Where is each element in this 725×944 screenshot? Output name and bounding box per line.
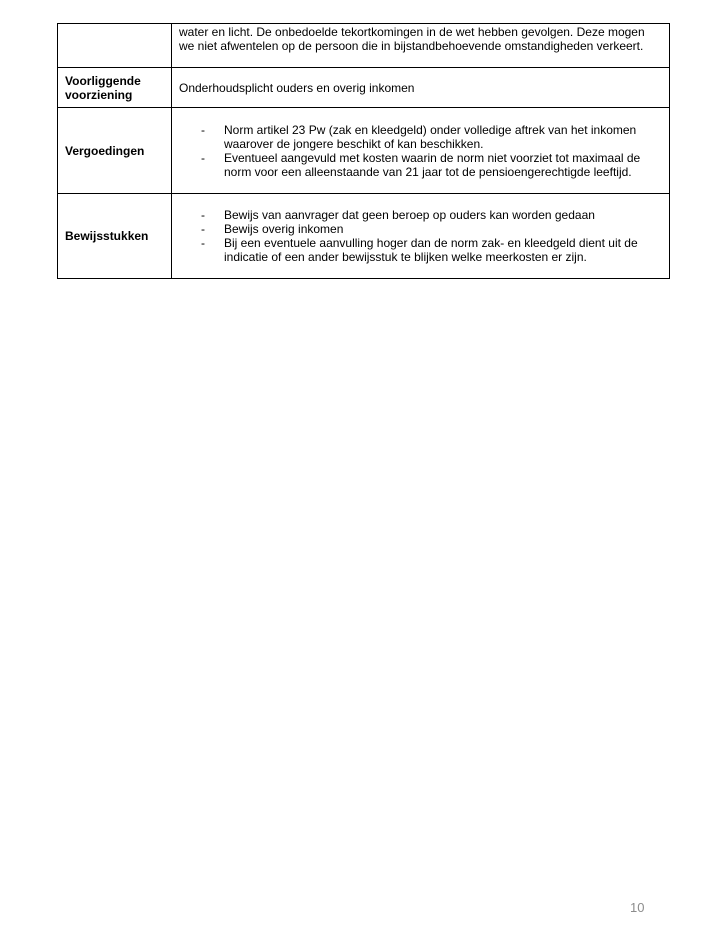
list-item-text: Bewijs van aanvrager dat geen beroep op ouders kan worden gedaan	[224, 208, 595, 222]
list-item-text: Eventueel aangevuld met kosten waarin de norm niet voorziet tot maximaal de norm voor een alleenstaande van 21 jaar tot de pensioengerechtigde leeftijd.	[224, 150, 641, 179]
dash-bullet: -	[201, 222, 205, 236]
dash-bullet: -	[201, 208, 205, 222]
continued-text: water en licht. De onbedoelde tekortkomingen in de wet hebben gevolgen. Deze mogen we niet afwentelen op de persoon die in bijstandbehoevende omstandigheden verkeert.	[172, 24, 670, 68]
list-item	[179, 123, 653, 151]
voorliggende-voorziening-text: Onderhoudsplicht ouders en overig inkomen	[172, 68, 670, 108]
list-item	[179, 222, 653, 236]
row-label-empty	[58, 24, 172, 68]
list-item	[179, 236, 653, 264]
table-row-vergoedingen	[58, 108, 670, 194]
vergoedingen-content	[172, 108, 670, 194]
dash-bullet: -	[201, 236, 205, 250]
vergoedingen-list	[179, 123, 653, 179]
list-item-text: Bij een eventuele aanvulling hoger dan de norm zak- en kleedgeld dient uit de indicatie of een ander bewijsstuk te blijken welke meerkosten er zijn.	[224, 236, 638, 264]
row-label-bewijsstukken: Bewijsstukken	[58, 194, 172, 279]
dash-bullet: -	[201, 122, 205, 137]
table-row-continued	[58, 24, 670, 68]
list-item-text: Bewijs overig inkomen	[224, 222, 344, 236]
bewijsstukken-list	[179, 208, 653, 264]
dash-bullet: -	[201, 150, 205, 165]
page-number: 10	[630, 900, 645, 915]
list-item	[179, 151, 653, 179]
list-item-text: Norm artikel 23 Pw (zak en kleedgeld) onder volledige aftrek van het inkomen waarover de jongere beschikt of kan beschikken.	[224, 122, 637, 151]
table-row-bewijsstukken	[58, 194, 670, 279]
list-item	[179, 208, 653, 222]
table-row-voorliggende-voorziening	[58, 68, 670, 108]
row-label-vergoedingen: Vergoedingen	[58, 108, 172, 194]
row-label-voorliggende-voorziening: Voorliggende voorziening	[58, 68, 172, 108]
bewijsstukken-content	[172, 194, 670, 279]
regulation-table	[57, 23, 670, 279]
